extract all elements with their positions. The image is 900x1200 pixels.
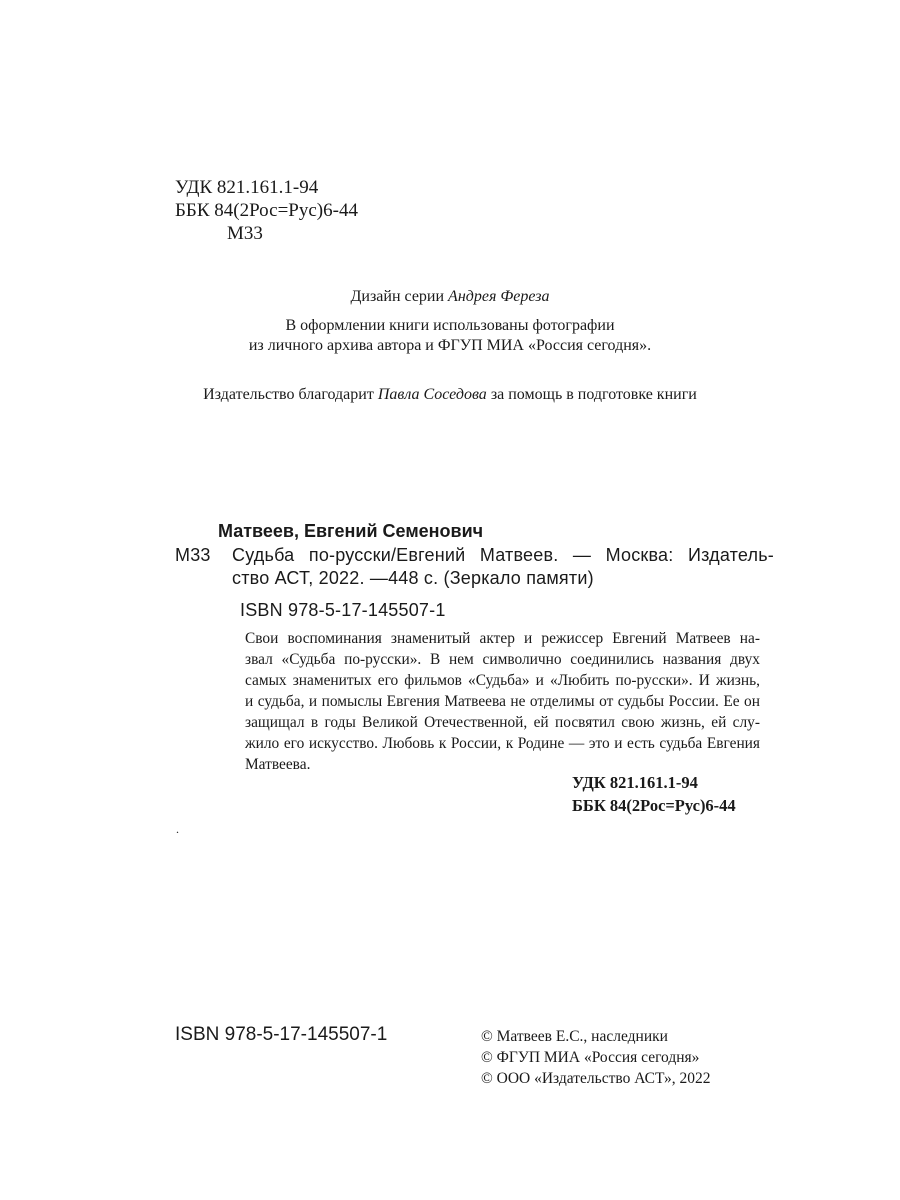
author-mark-top: М33 bbox=[227, 223, 263, 244]
catalog-code: М33 bbox=[175, 545, 211, 565]
annotation-line: Свои воспоминания знаменитый актер и режиссер Евгений Матвеев на- bbox=[245, 630, 760, 647]
copyright-line: © ООО «Издательство АСТ», 2022 bbox=[481, 1070, 711, 1087]
thanks-suffix: за помощь в подготовке книги bbox=[486, 386, 697, 403]
udk-code-top: УДК 821.161.1-94 bbox=[175, 177, 319, 198]
annotation-line: защищал в годы Великой Отечественной, ей посвятил свою жизнь, ей слу- bbox=[245, 714, 760, 731]
thanks-name: Павла Соседова bbox=[377, 386, 487, 403]
catalog-title-line-1: Судьба по-русски/Евгений Матвеев. — Москва: Издатель- bbox=[232, 545, 774, 565]
annotation bbox=[245, 628, 760, 775]
photo-credit bbox=[0, 316, 900, 356]
design-prefix: Дизайн серии bbox=[350, 288, 449, 305]
annotation-line: самых знаменитых его фильмов «Судьба» и «Любить по-русски». И жизнь, bbox=[245, 672, 760, 689]
annotation-line: звал «Судьба по-русски». В нем символично соединились названия двух bbox=[245, 651, 760, 668]
acknowledgement bbox=[0, 385, 900, 405]
stray-dot: . bbox=[176, 822, 179, 836]
annotation-line: и судьба, и помыслы Евгения Матвеева не отделимы от судьбы России. Ее он bbox=[245, 693, 760, 710]
bbk-code-bottom: ББК 84(2Рос=Рус)6-44 bbox=[572, 796, 736, 815]
series-design-credit bbox=[0, 287, 900, 307]
photo-credit-line-2: из личного архива автора и ФГУП МИА «Россия сегодня». bbox=[248, 337, 652, 354]
udk-code-bottom: УДК 821.161.1-94 bbox=[572, 773, 698, 792]
annotation-line: Матвеева. bbox=[245, 756, 311, 773]
copyright-line: © ФГУП МИА «Россия сегодня» bbox=[481, 1049, 700, 1066]
annotation-line: жило его искусство. Любовь к России, к Родине — это и есть судьба Евгения bbox=[245, 735, 760, 752]
photo-credit-line-1: В оформлении книги использованы фотографии bbox=[285, 317, 615, 334]
isbn-bottom: ISBN 978-5-17-145507-1 bbox=[175, 1024, 388, 1045]
catalog-isbn: ISBN 978-5-17-145507-1 bbox=[240, 600, 446, 620]
copyright-line: © Матвеев Е.С., наследники bbox=[481, 1028, 668, 1045]
bbk-code-top: ББК 84(2Рос=Рус)6-44 bbox=[175, 200, 358, 221]
designer-name: Андрея Фереза bbox=[448, 288, 550, 305]
catalog-author: Матвеев, Евгений Семенович bbox=[218, 521, 484, 541]
catalog-title-line-2: ство АСТ, 2022. —448 с. (Зеркало памяти) bbox=[232, 568, 594, 588]
thanks-prefix: Издательство благодарит bbox=[203, 386, 378, 403]
copyright-block bbox=[481, 1026, 711, 1089]
